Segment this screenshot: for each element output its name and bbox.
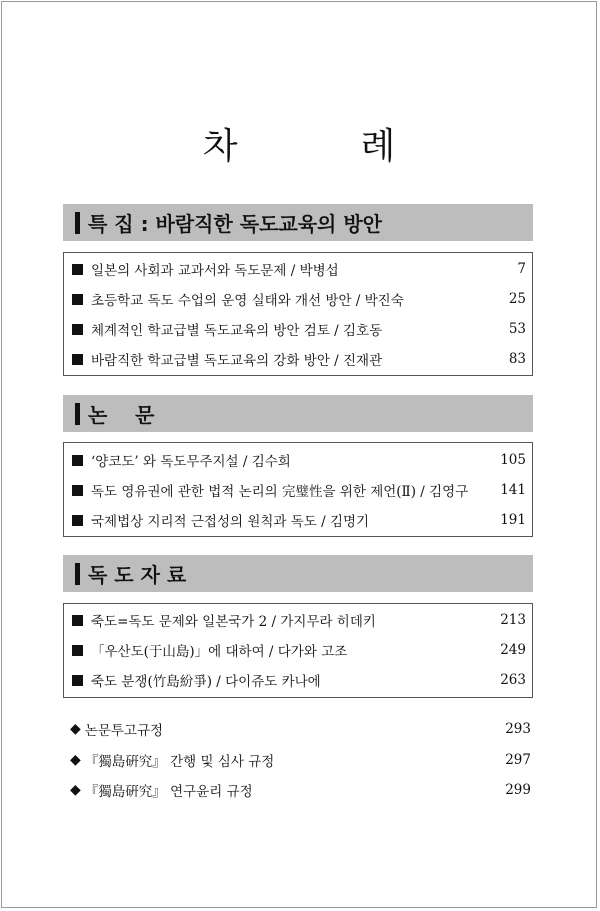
toc-entry[interactable] bbox=[72, 666, 526, 694]
section-heading-text: 논 문 bbox=[88, 403, 155, 427]
square-bullet-icon bbox=[72, 515, 83, 526]
section-box-materials bbox=[63, 603, 533, 698]
diamond-bullet-icon: ◆ bbox=[70, 721, 81, 737]
toc-entry[interactable] bbox=[72, 345, 526, 373]
entry-page: 83 bbox=[508, 351, 526, 367]
section-heading-papers bbox=[63, 395, 533, 432]
entry-title: 바람직한 학교급별 독도교육의 강화 방안 / 진재관 bbox=[91, 353, 383, 369]
entry-page: 25 bbox=[508, 291, 526, 307]
heading-bar bbox=[75, 563, 80, 585]
toc-entry[interactable] bbox=[72, 636, 526, 664]
entry-title: 죽도 분쟁(竹島紛爭) / 다이쥬도 카나에 bbox=[91, 674, 321, 690]
square-bullet-icon bbox=[72, 615, 83, 626]
entry-page: 299 bbox=[505, 782, 531, 798]
entry-title: 논문투고규정 bbox=[84, 723, 164, 739]
toc-entry[interactable] bbox=[72, 476, 526, 504]
entry-title: ‘양코도’ 와 독도무주지설 / 김수희 bbox=[91, 454, 291, 470]
square-bullet-icon bbox=[72, 455, 83, 466]
section-box-special bbox=[63, 252, 533, 376]
entry-page: 141 bbox=[500, 482, 526, 498]
toc-entry[interactable] bbox=[72, 446, 526, 474]
toc-entry[interactable] bbox=[72, 255, 526, 283]
toc-entry[interactable] bbox=[72, 606, 526, 634]
diamond-bullet-icon: ◆ bbox=[70, 782, 81, 798]
extra-entry[interactable] bbox=[70, 716, 531, 742]
section-heading-materials bbox=[63, 555, 533, 592]
square-bullet-icon bbox=[72, 645, 83, 656]
toc-entry[interactable] bbox=[72, 315, 526, 343]
entry-page: 249 bbox=[500, 642, 526, 658]
section-box-papers bbox=[63, 442, 533, 537]
entry-page: 263 bbox=[500, 672, 526, 688]
square-bullet-icon bbox=[72, 675, 83, 686]
entry-page: 293 bbox=[505, 721, 531, 737]
entry-title: 『獨島硏究』 간행 및 심사 규정 bbox=[84, 754, 275, 770]
entry-page: 7 bbox=[517, 261, 526, 277]
entry-page: 297 bbox=[505, 752, 531, 768]
square-bullet-icon bbox=[72, 485, 83, 496]
entry-title: 국제법상 지리적 근접성의 원칙과 독도 / 김명기 bbox=[91, 514, 370, 530]
entry-title: 『獨島硏究』 연구윤리 규정 bbox=[84, 784, 253, 800]
diamond-bullet-icon: ◆ bbox=[70, 752, 81, 768]
section-heading-text: 독 도 자 료 bbox=[88, 563, 187, 587]
entry-title: 일본의 사회과 교과서와 독도문제 / 박병섭 bbox=[91, 263, 339, 279]
entry-title: 죽도=독도 문제와 일본국가 2 / 가지무라 히데키 bbox=[91, 614, 376, 630]
entry-title: 체계적인 학교급별 독도교육의 방안 검토 / 김호동 bbox=[91, 323, 383, 339]
toc-entry[interactable] bbox=[72, 506, 526, 534]
entry-page: 191 bbox=[500, 512, 526, 528]
entry-page: 213 bbox=[500, 612, 526, 628]
section-heading-special bbox=[63, 204, 533, 241]
square-bullet-icon bbox=[72, 264, 83, 275]
square-bullet-icon bbox=[72, 294, 83, 305]
toc-entry[interactable] bbox=[72, 285, 526, 313]
square-bullet-icon bbox=[72, 354, 83, 365]
page-title: 차 례 bbox=[202, 126, 398, 167]
heading-bar bbox=[75, 403, 80, 425]
square-bullet-icon bbox=[72, 324, 83, 335]
heading-bar bbox=[75, 212, 80, 234]
section-heading-text: 특 집 : 바람직한 독도교육의 방안 bbox=[88, 212, 382, 236]
extra-entry[interactable] bbox=[70, 747, 531, 773]
entry-title: 「우산도(于山島)」에 대하여 / 다가와 고조 bbox=[91, 644, 348, 660]
extra-entry[interactable] bbox=[70, 777, 531, 803]
entry-page: 105 bbox=[500, 452, 526, 468]
entry-page: 53 bbox=[508, 321, 526, 337]
entry-title: 초등학교 독도 수업의 운영 실태와 개선 방안 / 박진숙 bbox=[91, 293, 404, 309]
entry-title: 독도 영유권에 관한 법적 논리의 完璧性을 위한 제언(Ⅱ) / 김영구 bbox=[91, 484, 469, 500]
